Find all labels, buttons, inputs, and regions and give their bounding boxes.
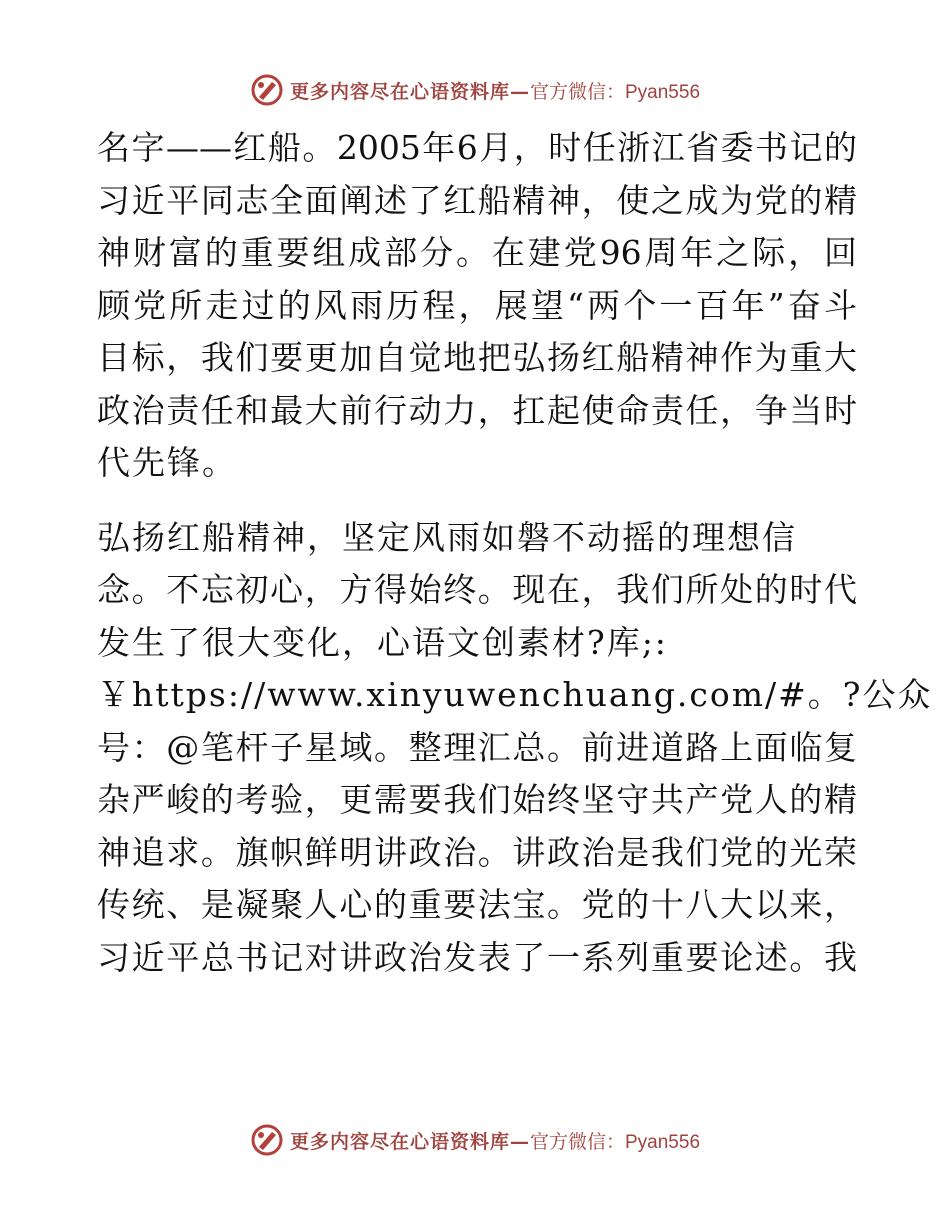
- paragraph-2: [97, 512, 933, 985]
- brand-logo-icon: [250, 73, 284, 107]
- text-line: 名字——红船。2005年6月，时任浙江省委书记的: [97, 128, 857, 167]
- text-line: 代先锋。: [97, 443, 237, 482]
- text-line: 政治责任和最大前行动力，扛起使命责任，争当时: [97, 390, 857, 430]
- header-wechat-text: 官方微信：Pyan556: [530, 81, 701, 103]
- paragraph-gap: [97, 490, 857, 512]
- text-line: 顾党所走过的风雨历程，展望“两个一百年”奋斗: [97, 285, 857, 325]
- document-body: [97, 122, 933, 984]
- text-line: 习近平同志全面阐述了红船精神，使之成为党的精: [97, 180, 857, 220]
- text-line: ￥https://www.xinyuwenchuang.com/#。?公众: [97, 675, 933, 714]
- footer-banner: [0, 1120, 950, 1160]
- footer-brand-text: 更多内容尽在心语资料库—: [289, 1130, 530, 1153]
- text-line: 目标，我们要更加自觉地把弘扬红船精神作为重大: [97, 338, 857, 377]
- text-line: 神追求。旗帜鲜明讲政治。讲政治是我们党的光荣: [97, 832, 857, 872]
- footer-wechat-text: 官方微信：Pyan556: [530, 1131, 701, 1153]
- text-line: 神财富的重要组成部分。在建党96周年之际，回: [97, 233, 857, 272]
- header-banner: [0, 70, 950, 110]
- brand-logo-icon: [250, 1123, 284, 1157]
- text-line: 传统、是凝聚人心的重要法宝。党的十八大以来，: [97, 885, 857, 924]
- text-line: 习近平总书记对讲政治发表了一系列重要论述。我: [97, 937, 857, 977]
- header-brand-text: 更多内容尽在心语资料库—: [289, 80, 530, 103]
- text-line: 弘扬红船精神，坚定风雨如磐不动摇的理想信: [97, 517, 797, 557]
- paragraph-1: [97, 122, 857, 490]
- text-line: 号：@笔杆子星域。整理汇总。前进道路上面临复: [97, 727, 857, 767]
- text-line: 发生了很大变化，心语文创素材?库;:: [97, 622, 668, 662]
- text-line: 杂严峻的考验，更需要我们始终坚守共产党人的精: [97, 780, 857, 819]
- text-line: 念。不忘初心，方得始终。现在，我们所处的时代: [97, 570, 857, 609]
